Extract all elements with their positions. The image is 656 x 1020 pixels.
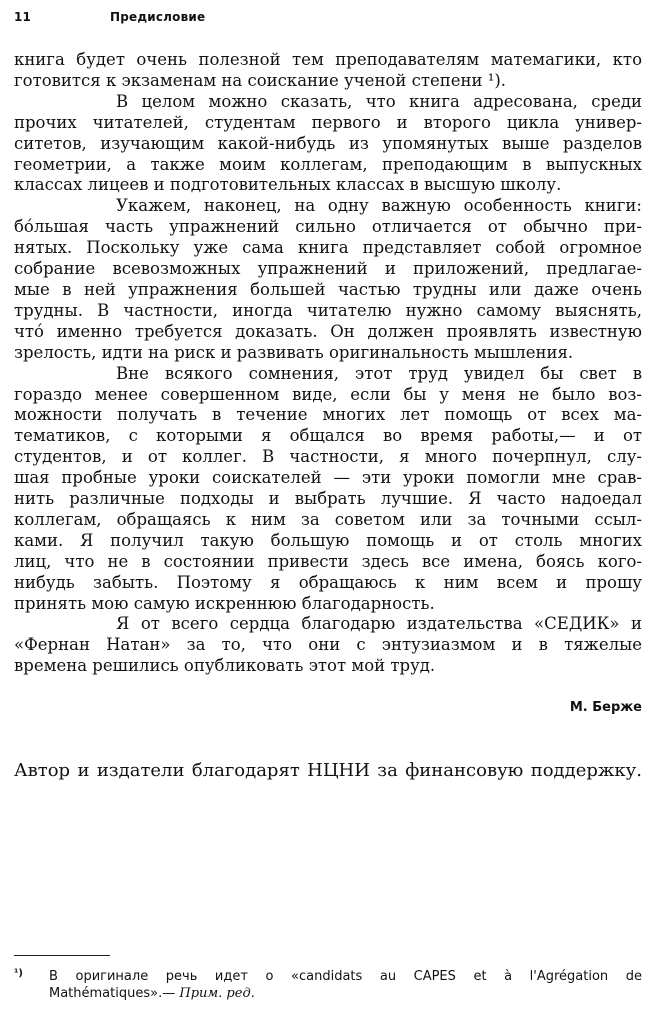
editor-note: Прим. ред. — [179, 986, 255, 1001]
text-line: времена решились опубликовать этот мой труд. — [14, 656, 436, 676]
text-line: собрание всевозможных упражнений и приложений, предлагае- — [14, 259, 642, 279]
running-header — [14, 10, 205, 24]
running-title: Предисловие — [110, 10, 206, 24]
text-line: классах лицеев и подготовительных классах в высшую школу. — [14, 175, 562, 195]
text-line: бо́льшая часть упражнений сильно отличается от обычно при- — [14, 217, 642, 237]
text-line: ками. Я получил такую большую помощь и от столь многих — [14, 530, 642, 550]
text-line: мые в ней упражнения большей частью трудны или даже очень — [14, 279, 642, 299]
text-line: Вне всякого сомнения, этот труд увидел бы свет в — [116, 363, 642, 383]
text-line: Я от всего сердца благодарю издательства «СЕДИК» и — [116, 614, 642, 634]
text-line: коллегам, обращаясь к ним за советом или за точными ссыл- — [14, 509, 642, 529]
text-line: трудны. В частности, иногда читателю нужно самому выяснять, — [14, 300, 642, 320]
text-line: «Фернан Натан» за то, что они с энтузиазмом и в тяжелые — [14, 635, 642, 655]
text-line: книга будет очень полезной тем преподавателям матемагики, кто — [14, 50, 642, 69]
footnote-marker: ¹) — [14, 968, 23, 979]
footnote-line-2 — [49, 985, 642, 1002]
preface-body — [14, 50, 642, 677]
text-line: ситетов, изучающим какой-нибудь из упомянутых выше разделов — [14, 133, 642, 153]
text-line: готовится к экзаменам на соискание ученой степени ¹). — [14, 70, 507, 90]
footnote-rule — [14, 955, 110, 956]
text-line: принять мою самую искреннюю благодарность. — [14, 593, 435, 613]
text-line: нибудь забыть. Поэтому я обращаюсь к ним всем и прошу — [14, 572, 642, 592]
footnote-text: Mathématiques».— — [49, 986, 176, 1001]
funding-acknowledgement: Автор и издатели благодарят НЦНИ за финансовую поддержку. — [14, 760, 642, 781]
text-line: студентов, и от коллег. В частности, я много почерпнул, слу- — [14, 447, 642, 467]
text-line: тематиков, с которыми я общался во время работы,— и от — [14, 426, 642, 446]
text-line: зрелость, идти на риск и развивать оригинальность мышления. — [14, 342, 574, 362]
text-line: В целом можно сказать, что книга адресована, среди — [116, 91, 642, 111]
text-line: шая пробные уроки соискателей — эти уроки помогли мне срав- — [14, 468, 642, 488]
footnote — [14, 968, 642, 1002]
author-signature: М. Берже — [569, 700, 642, 715]
text-line: нятых. Поскольку уже сама книга представляет собой огромное — [14, 238, 642, 258]
page-number: 11 — [14, 10, 32, 24]
text-line: можности получать в течение многих лет помощь от всех ма- — [14, 405, 642, 425]
text-line: Укажем, наконец, на одну важную особенность книги: — [116, 196, 642, 216]
text-line: прочих читателей, студентам первого и второго цикла универ- — [14, 112, 642, 132]
text-line: гораздо менее совершенном виде, если бы у меня не было воз- — [14, 384, 642, 404]
text-line: лиц, что не в состоянии привести здесь все имена, боясь кого- — [14, 551, 642, 571]
text-line: нить различные подходы и выбрать лучшие. Я часто надоедал — [14, 489, 642, 509]
text-line: геометрии, а также моим коллегам, преподающим в выпускных — [14, 154, 642, 174]
text-line: что́ именно требуется доказать. Он должен проявлять известную — [14, 321, 642, 341]
footnote-line-1: В оригинале речь идет о «candidats au CAPES et à l'Agrégation de — [49, 969, 642, 984]
